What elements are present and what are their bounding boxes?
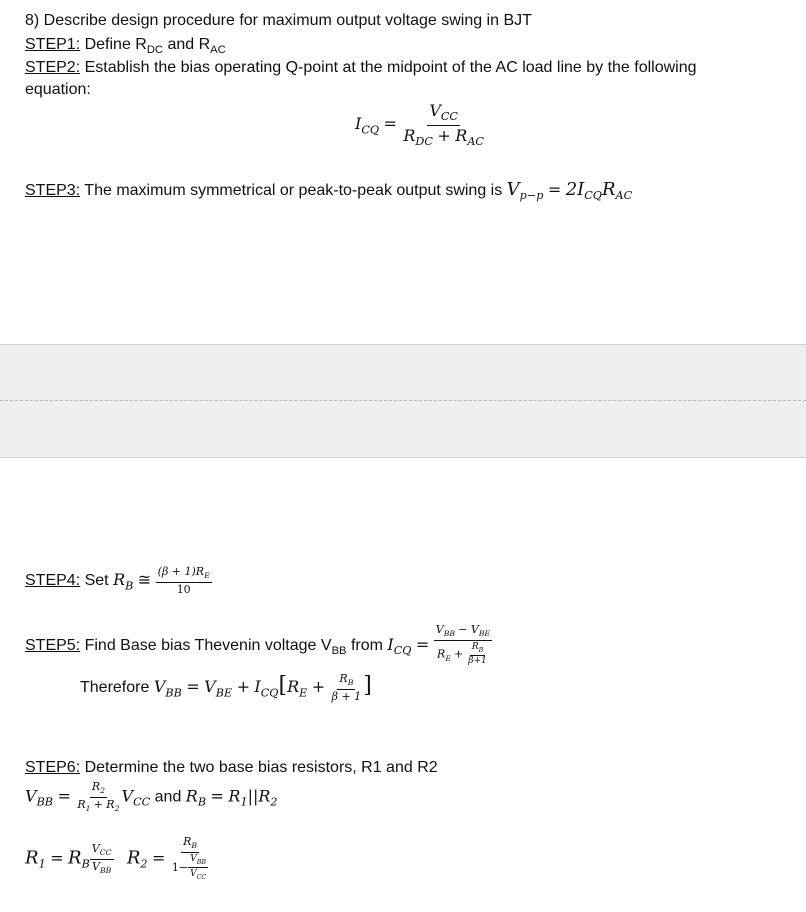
equation-icq: $I_{CQ}$ = $\frac{V_{CC}}{R_{DC} + R_{AC}}$ <box>355 101 484 148</box>
step3-label: STEP3: <box>25 182 81 199</box>
step2: STEP2: Establish the bias operating Q-point at the midpoint of the AC load line by the following <box>25 59 697 76</box>
step3: STEP3: The maximum symmetrical or peak-to-peak output swing is $V_{p-p} = 2I_{CQ}R_{AC}$ <box>25 179 633 203</box>
step6-equation: $V_{BB}$ = $\frac{R_2}{R_1 + R_2}$ $V_{CC}$ and $R_B = R_1||R_2$ <box>25 780 278 813</box>
final-equations: $R_1 = R_B$ $\frac{V_{CC}}{V_{BB}}$ $R_2$ = $R_B$ 1− $\frac{V_{BB}}{V_{CC}}$ <box>25 835 207 882</box>
step2-continued: equation: <box>25 81 91 98</box>
step1-label: STEP1: <box>25 36 81 53</box>
page-separator-dash <box>0 400 806 401</box>
step2-label: STEP2: <box>25 59 81 76</box>
step5: STEP5: Find Base bias Thevenin voltage $V_{BB}$ from $I_{CQ}$ = $V_{BB} - V_{BE}$ $R_E$ + $\frac{R_B}{\beta+1}$ <box>25 623 491 667</box>
step5-label: STEP5: <box>25 636 81 654</box>
step6-label: STEP6: <box>25 759 81 776</box>
step6: STEP6: Determine the two base bias resistors, R1 and R2 <box>25 759 438 776</box>
therefore-equation: Therefore $V_{BB} = V_{BE} + I_{CQ}[R_E$ + $\frac{R_B}{\beta + 1}$ ] <box>80 672 372 703</box>
step4-label: STEP4: <box>25 572 81 590</box>
page-separator-band <box>0 344 806 458</box>
question-heading: 8) Describe design procedure for maximum output voltage swing in BJT <box>25 12 532 29</box>
step1: STEP1: Define $R_{DC}$ and $R_{AC}$ <box>25 36 226 57</box>
step4: STEP4: Set $R_B$ ≅ $\frac{(\beta + 1)R_E}{10}$ <box>25 565 210 596</box>
